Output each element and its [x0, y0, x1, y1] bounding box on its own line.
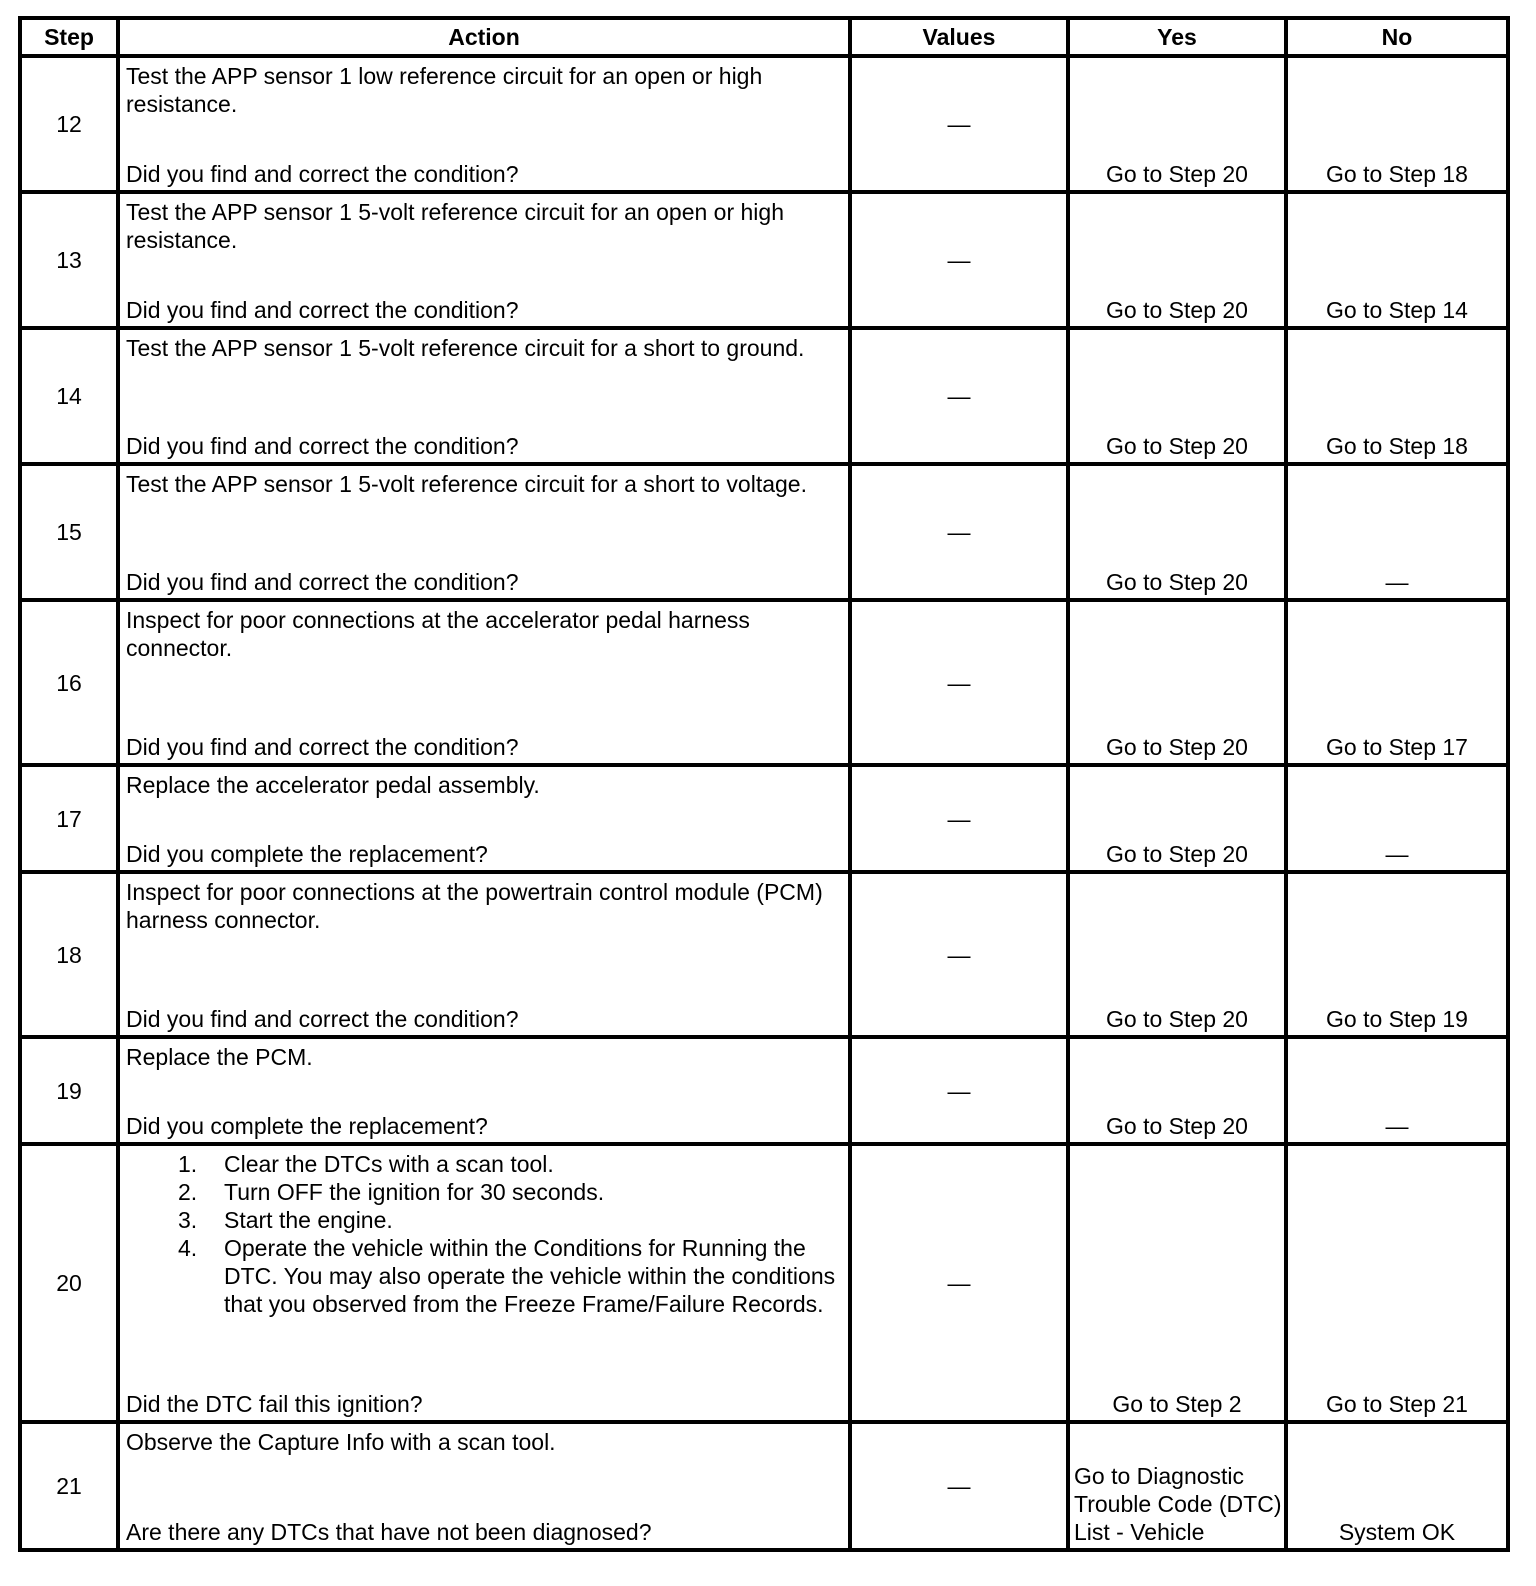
values-cell: —: [850, 600, 1068, 765]
action-cell: [118, 765, 850, 872]
yes-text: Go to Step 20: [1106, 433, 1248, 459]
list-number: 2.: [178, 1179, 198, 1205]
header-step: Step: [20, 18, 118, 56]
step-number: 20: [20, 1144, 118, 1422]
action-question: Did you find and correct the condition?: [126, 161, 519, 187]
step-number: 12: [20, 56, 118, 192]
step-number: 13: [20, 192, 118, 328]
list-item: [126, 1206, 842, 1234]
values-cell: —: [850, 1144, 1068, 1422]
values-cell: —: [850, 765, 1068, 872]
action-question: Are there any DTCs that have not been diagnosed?: [126, 1519, 652, 1545]
yes-cell: [1068, 1037, 1286, 1144]
header-action: Action: [118, 18, 850, 56]
no-cell: [1286, 600, 1508, 765]
values-cell: —: [850, 56, 1068, 192]
yes-cell: [1068, 765, 1286, 872]
table-row: [20, 328, 1508, 464]
list-item: [126, 1234, 842, 1318]
list-number: 1.: [178, 1151, 198, 1177]
table-row: [20, 464, 1508, 600]
action-question: Did you find and correct the condition?: [126, 734, 519, 760]
header-no: No: [1286, 18, 1508, 56]
yes-text: Go to Step 20: [1106, 841, 1248, 867]
values-cell: —: [850, 872, 1068, 1037]
table-row: [20, 1144, 1508, 1422]
list-item: [126, 1178, 842, 1206]
values-cell: —: [850, 1422, 1068, 1550]
list-item: [126, 1150, 842, 1178]
procedure-list: [126, 1150, 842, 1318]
action-cell: [118, 192, 850, 328]
list-text: Turn OFF the ignition for 30 seconds.: [224, 1179, 605, 1205]
step-number: 15: [20, 464, 118, 600]
list-text: Start the engine.: [224, 1207, 393, 1233]
table-row: [20, 192, 1508, 328]
no-cell: [1286, 464, 1508, 600]
action-text: Test the APP sensor 1 5-volt reference circuit for an open or high resistance.: [126, 199, 784, 253]
table-row: [20, 56, 1508, 192]
action-text: Inspect for poor connections at the accelerator pedal harness connector.: [126, 607, 750, 661]
table-row: [20, 600, 1508, 765]
no-text: Go to Step 14: [1326, 297, 1468, 323]
no-text: —: [1385, 841, 1409, 867]
list-number: 3.: [178, 1207, 198, 1233]
no-text: Go to Step 19: [1326, 1006, 1468, 1032]
action-text: Replace the PCM.: [126, 1044, 313, 1070]
no-cell: [1286, 192, 1508, 328]
yes-text: Go to Step 20: [1106, 569, 1248, 595]
step-number: 16: [20, 600, 118, 765]
no-cell: [1286, 872, 1508, 1037]
yes-text: Go to Step 20: [1106, 1006, 1248, 1032]
no-cell: [1286, 1144, 1508, 1422]
action-text: Replace the accelerator pedal assembly.: [126, 772, 540, 798]
action-text: Observe the Capture Info with a scan tool.: [126, 1429, 556, 1455]
values-cell: —: [850, 192, 1068, 328]
yes-text: Go to Step 20: [1106, 734, 1248, 760]
header-row: [20, 18, 1508, 56]
yes-text: Go to Diagnostic Trouble Code (DTC) List - Vehicle: [1074, 1463, 1282, 1545]
yes-cell: [1068, 1422, 1286, 1550]
action-question: Did the DTC fail this ignition?: [126, 1391, 423, 1417]
action-question: Did you find and correct the condition?: [126, 433, 519, 459]
yes-cell: [1068, 328, 1286, 464]
no-cell: [1286, 1037, 1508, 1144]
action-question: Did you find and correct the condition?: [126, 569, 519, 595]
list-text: Clear the DTCs with a scan tool.: [224, 1151, 554, 1177]
action-cell: [118, 600, 850, 765]
no-text: Go to Step 18: [1326, 161, 1468, 187]
action-question: Did you complete the replacement?: [126, 1113, 488, 1139]
step-number: 18: [20, 872, 118, 1037]
action-cell: [118, 56, 850, 192]
yes-cell: [1068, 464, 1286, 600]
header-yes: Yes: [1068, 18, 1286, 56]
list-number: 4.: [178, 1235, 198, 1261]
no-cell: [1286, 56, 1508, 192]
no-cell: [1286, 765, 1508, 872]
action-question: Did you find and correct the condition?: [126, 297, 519, 323]
action-cell: [118, 1144, 850, 1422]
values-cell: —: [850, 328, 1068, 464]
yes-text: Go to Step 20: [1106, 297, 1248, 323]
list-text: Operate the vehicle within the Conditions for Running the DTC. You may also operate the vehicle within the conditions that you observed from the Freeze Frame/Failure Records.: [224, 1235, 836, 1317]
action-text: Inspect for poor connections at the powertrain control module (PCM) harness connector.: [126, 879, 823, 933]
action-cell: [118, 328, 850, 464]
table-row: [20, 1422, 1508, 1550]
action-question: Did you find and correct the condition?: [126, 1006, 519, 1032]
values-cell: —: [850, 1037, 1068, 1144]
table-row: [20, 872, 1508, 1037]
yes-text: Go to Step 20: [1106, 1113, 1248, 1139]
no-text: Go to Step 21: [1326, 1391, 1468, 1417]
step-number: 17: [20, 765, 118, 872]
step-number: 19: [20, 1037, 118, 1144]
yes-cell: [1068, 872, 1286, 1037]
no-cell: [1286, 1422, 1508, 1550]
yes-cell: [1068, 600, 1286, 765]
action-cell: [118, 872, 850, 1037]
action-question: Did you complete the replacement?: [126, 841, 488, 867]
no-cell: [1286, 328, 1508, 464]
no-text: —: [1385, 569, 1409, 595]
header-values: Values: [850, 18, 1068, 56]
diagnostic-table: [18, 16, 1510, 1552]
no-text: Go to Step 18: [1326, 433, 1468, 459]
no-text: System OK: [1338, 1519, 1456, 1545]
action-cell: [118, 1037, 850, 1144]
yes-cell: [1068, 1144, 1286, 1422]
action-text: Test the APP sensor 1 5-volt reference circuit for a short to voltage.: [126, 471, 807, 497]
table-row: [20, 1037, 1508, 1144]
step-number: 14: [20, 328, 118, 464]
no-text: —: [1385, 1113, 1409, 1139]
no-text: Go to Step 17: [1326, 734, 1468, 760]
action-cell: [118, 1422, 850, 1550]
action-text: Test the APP sensor 1 5-volt reference circuit for a short to ground.: [126, 335, 805, 361]
yes-cell: [1068, 192, 1286, 328]
values-cell: —: [850, 464, 1068, 600]
yes-text: Go to Step 20: [1106, 161, 1248, 187]
yes-text: Go to Step 2: [1112, 1391, 1242, 1417]
action-cell: [118, 464, 850, 600]
table-row: [20, 765, 1508, 872]
step-number: 21: [20, 1422, 118, 1550]
action-text: Test the APP sensor 1 low reference circuit for an open or high resistance.: [126, 63, 763, 117]
yes-cell: [1068, 56, 1286, 192]
